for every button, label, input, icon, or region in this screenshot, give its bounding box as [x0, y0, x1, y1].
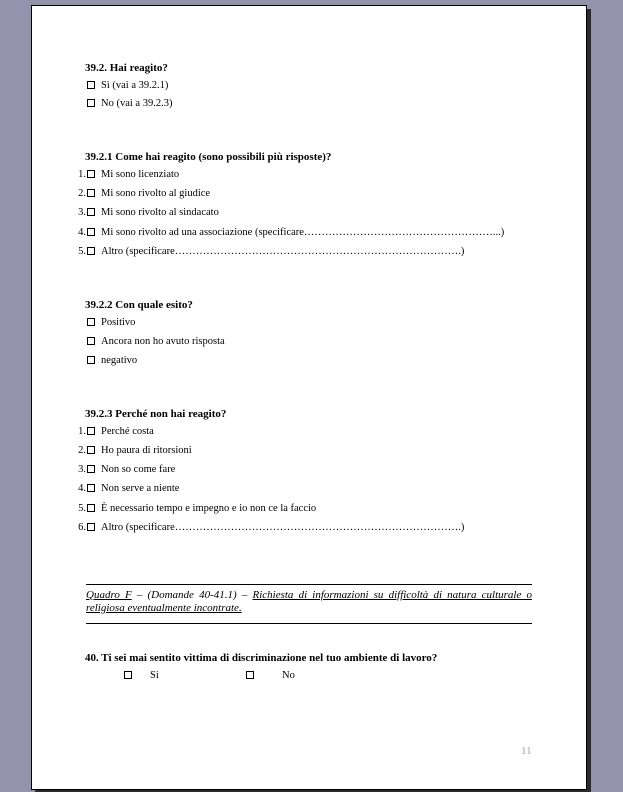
divider-top — [86, 584, 532, 585]
separator: – — [236, 589, 253, 601]
option-label: Mi sono licenziato — [101, 169, 180, 180]
checkbox[interactable] — [87, 247, 95, 255]
option-si[interactable] — [87, 80, 168, 91]
divider-bottom — [86, 623, 532, 624]
option-altro-2[interactable] — [75, 522, 464, 533]
option-altro[interactable] — [75, 246, 464, 257]
option-label: Altro (specificare……………………………………………………………………….) — [101, 246, 465, 257]
document-page — [31, 5, 587, 790]
option-tempo[interactable] — [75, 503, 316, 514]
checkbox[interactable] — [87, 189, 95, 197]
option-label: Mi sono rivolto ad una associazione (specificare………………………………………………...) — [101, 227, 505, 238]
option-number: 6. — [78, 522, 86, 533]
option-label: Positivo — [101, 317, 136, 328]
option-giudice[interactable] — [75, 188, 210, 199]
option-positivo[interactable] — [87, 317, 135, 328]
question-40-title: 40. Ti sei mai sentito vittima di discriminazione nel tuo ambiente di lavoro? — [85, 652, 438, 664]
option-label: Perché costa — [101, 426, 154, 437]
separator: – — [131, 589, 148, 601]
option-label: Ho paura di ritorsioni — [101, 445, 192, 456]
quadro-f-section-header — [86, 589, 532, 615]
checkbox[interactable] — [87, 170, 95, 178]
checkbox[interactable] — [87, 356, 95, 364]
checkbox[interactable] — [87, 99, 95, 107]
option-non-so[interactable] — [75, 464, 175, 475]
option-number: 4. — [78, 483, 86, 494]
quadro-description: Richiesta di informazioni su difficoltà di natura culturale o religiosa eventualmente incontrate. — [86, 589, 533, 614]
option-number: 5. — [78, 246, 86, 257]
option-number: 3. — [78, 464, 86, 475]
option-number: 2. — [78, 445, 86, 456]
checkbox[interactable] — [87, 465, 95, 473]
option-yes[interactable] — [124, 670, 159, 681]
option-associazione[interactable] — [75, 227, 504, 238]
checkbox[interactable] — [246, 671, 254, 679]
page-number: 11 — [521, 745, 532, 757]
option-ritorsioni[interactable] — [75, 445, 192, 456]
checkbox[interactable] — [87, 504, 95, 512]
option-no-40[interactable] — [246, 670, 295, 681]
option-number: 1. — [78, 169, 86, 180]
option-number: 3. — [78, 207, 86, 218]
option-number: 1. — [78, 426, 86, 437]
quadro-name: Quadro F — [86, 589, 132, 601]
checkbox[interactable] — [87, 337, 95, 345]
checkbox[interactable] — [87, 318, 95, 326]
option-ancora[interactable] — [87, 336, 225, 347]
option-negativo[interactable] — [87, 355, 137, 366]
option-sindacato[interactable] — [75, 207, 219, 218]
option-label: È necessario tempo e impegno e io non ce la faccio — [101, 503, 317, 514]
checkbox[interactable] — [87, 523, 95, 531]
option-label: Mi sono rivolto al sindacato — [101, 207, 219, 218]
option-label: Mi sono rivolto al giudice — [101, 188, 211, 199]
checkbox[interactable] — [87, 427, 95, 435]
option-non-serve[interactable] — [75, 483, 179, 494]
option-costa[interactable] — [75, 426, 154, 437]
option-number: 5. — [78, 503, 86, 514]
checkbox[interactable] — [87, 228, 95, 236]
option-label: Ancora non ho avuto risposta — [101, 336, 225, 347]
option-label: No (vai a 39.2.3) — [101, 98, 173, 109]
quadro-range: (Domande 40-41.1) — [147, 589, 237, 601]
option-label: No — [282, 670, 295, 681]
question-39-2-3-title: 39.2.3 Perché non hai reagito? — [85, 408, 227, 420]
option-label: Sì (vai a 39.2.1) — [101, 80, 169, 91]
question-39-2-1-title: 39.2.1 Come hai reagito (sono possibili più risposte)? — [85, 151, 332, 163]
option-number: 2. — [78, 188, 86, 199]
question-39-2-title: 39.2. Hai reagito? — [85, 62, 168, 74]
checkbox[interactable] — [87, 81, 95, 89]
option-label: Si — [150, 670, 159, 681]
checkbox[interactable] — [87, 484, 95, 492]
option-licenziato[interactable] — [75, 169, 179, 180]
checkbox[interactable] — [87, 208, 95, 216]
option-label: Non serve a niente — [101, 483, 180, 494]
checkbox[interactable] — [87, 446, 95, 454]
option-number: 4. — [78, 227, 86, 238]
option-label: Non so come fare — [101, 464, 176, 475]
checkbox[interactable] — [124, 671, 132, 679]
option-label: Altro (specificare……………………………………………………………………….) — [101, 522, 465, 533]
question-39-2-2-title: 39.2.2 Con quale esito? — [85, 299, 193, 311]
option-label: negativo — [101, 355, 138, 366]
option-no[interactable] — [87, 98, 172, 109]
